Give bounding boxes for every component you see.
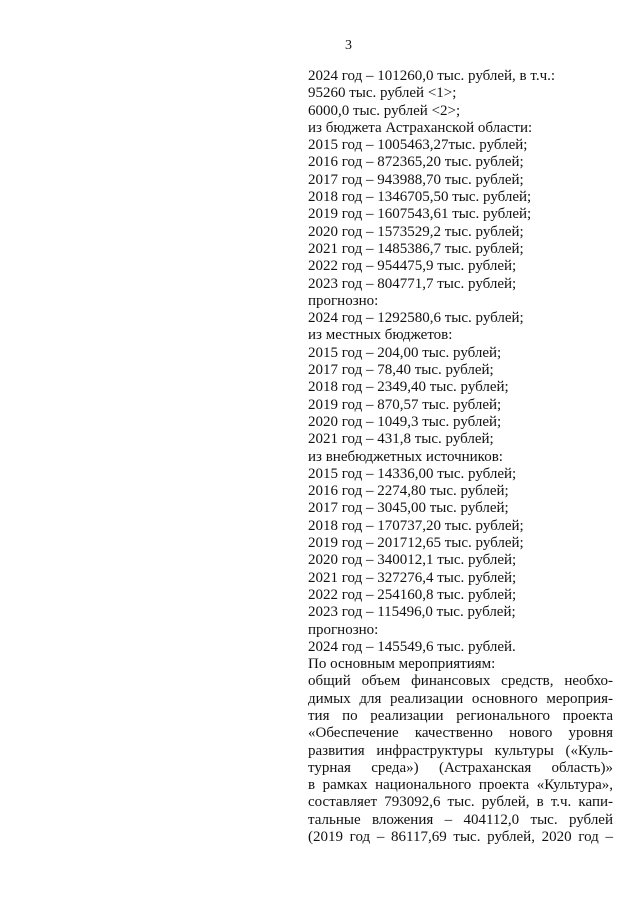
text-line: 2018 год – 170737,20 тыс. рублей; [308, 517, 524, 534]
text-line: 2021 год – 1485386,7 тыс. рублей; [308, 240, 524, 257]
text-line: 2021 год – 431,8 тыс. рублей; [308, 431, 494, 448]
text-line: 2020 год – 1049,3 тыс. рублей; [308, 413, 502, 430]
text-line: 2019 год – 1607543,61 тыс. рублей; [308, 206, 532, 223]
forecast-label: прогнозно: [308, 621, 379, 638]
paragraph-line: в рамках национального проекта «Культура», [308, 777, 613, 794]
page-number: 3 [345, 38, 352, 53]
paragraph-line: тия по реализации регионального проекта [308, 707, 613, 724]
paragraph-line: общий объем финансовых средств, необхо- [308, 673, 613, 690]
text-line: 2023 год – 115496,0 тыс. рублей; [308, 604, 516, 621]
section-heading-local-budgets: из местных бюджетов: [308, 327, 453, 344]
paragraph-main-activity [308, 673, 613, 846]
document-body [308, 68, 613, 846]
paragraph-line: тальные вложения – 404112,0 тыс. рублей [308, 811, 613, 828]
forecast-label: прогнозно: [308, 292, 379, 309]
paragraph-line: «Обеспечение качественно нового уровня [308, 725, 613, 742]
text-line: 2018 год – 2349,40 тыс. рублей; [308, 379, 509, 396]
text-line: 2019 год – 201712,65 тыс. рублей; [308, 535, 524, 552]
text-line: 2015 год – 14336,00 тыс. рублей; [308, 465, 517, 482]
text-line: 2019 год – 870,57 тыс. рублей; [308, 396, 502, 413]
text-line: 2015 год – 204,00 тыс. рублей; [308, 344, 502, 361]
text-line: 2024 год – 145549,6 тыс. рублей. [308, 638, 516, 655]
text-line: 2017 год – 943988,70 тыс. рублей; [308, 171, 524, 188]
text-line: 2024 год – 1292580,6 тыс. рублей; [308, 310, 524, 327]
text-line: 2015 год – 1005463,27тыс. рублей; [308, 137, 528, 154]
paragraph-line: димых для реализации основного мероприя- [308, 690, 613, 707]
section-heading-extrabudgetary: из внебюджетных источников: [308, 448, 503, 465]
text-line: 2016 год – 872365,20 тыс. рублей; [308, 154, 524, 171]
paragraph-line: турная среда») (Астраханская область)» [308, 759, 613, 776]
text-line: 2022 год – 954475,9 тыс. рублей; [308, 258, 517, 275]
paragraph-line: (2019 год – 86117,69 тыс. рублей, 2020 год – [308, 829, 613, 846]
text-line: 2022 год – 254160,8 тыс. рублей; [308, 586, 517, 603]
paragraph-line: развития инфраструктуры культуры («Куль- [308, 742, 613, 759]
text-line: 2016 год – 2274,80 тыс. рублей; [308, 483, 509, 500]
paragraph-line: составляет 793092,6 тыс. рублей, в т.ч. капи- [308, 794, 613, 811]
text-line: 2023 год – 804771,7 тыс. рублей; [308, 275, 517, 292]
text-line: 95260 тыс. рублей <1>; [308, 85, 457, 102]
text-line: 2020 год – 1573529,2 тыс. рублей; [308, 223, 524, 240]
section-heading-regional-budget: из бюджета Астраханской области: [308, 119, 533, 136]
text-line: 6000,0 тыс. рублей <2>; [308, 102, 461, 119]
text-line: 2017 год – 78,40 тыс. рублей; [308, 362, 494, 379]
section-heading-main-activities: По основным мероприятиям: [308, 656, 496, 673]
text-line: 2024 год – 101260,0 тыс. рублей, в т.ч.: [308, 68, 556, 84]
text-line: 2017 год – 3045,00 тыс. рублей; [308, 500, 509, 517]
text-line: 2018 год – 1346705,50 тыс. рублей; [308, 189, 532, 206]
text-line: 2020 год – 340012,1 тыс. рублей; [308, 552, 517, 569]
text-line: 2021 год – 327276,4 тыс. рублей; [308, 569, 517, 586]
